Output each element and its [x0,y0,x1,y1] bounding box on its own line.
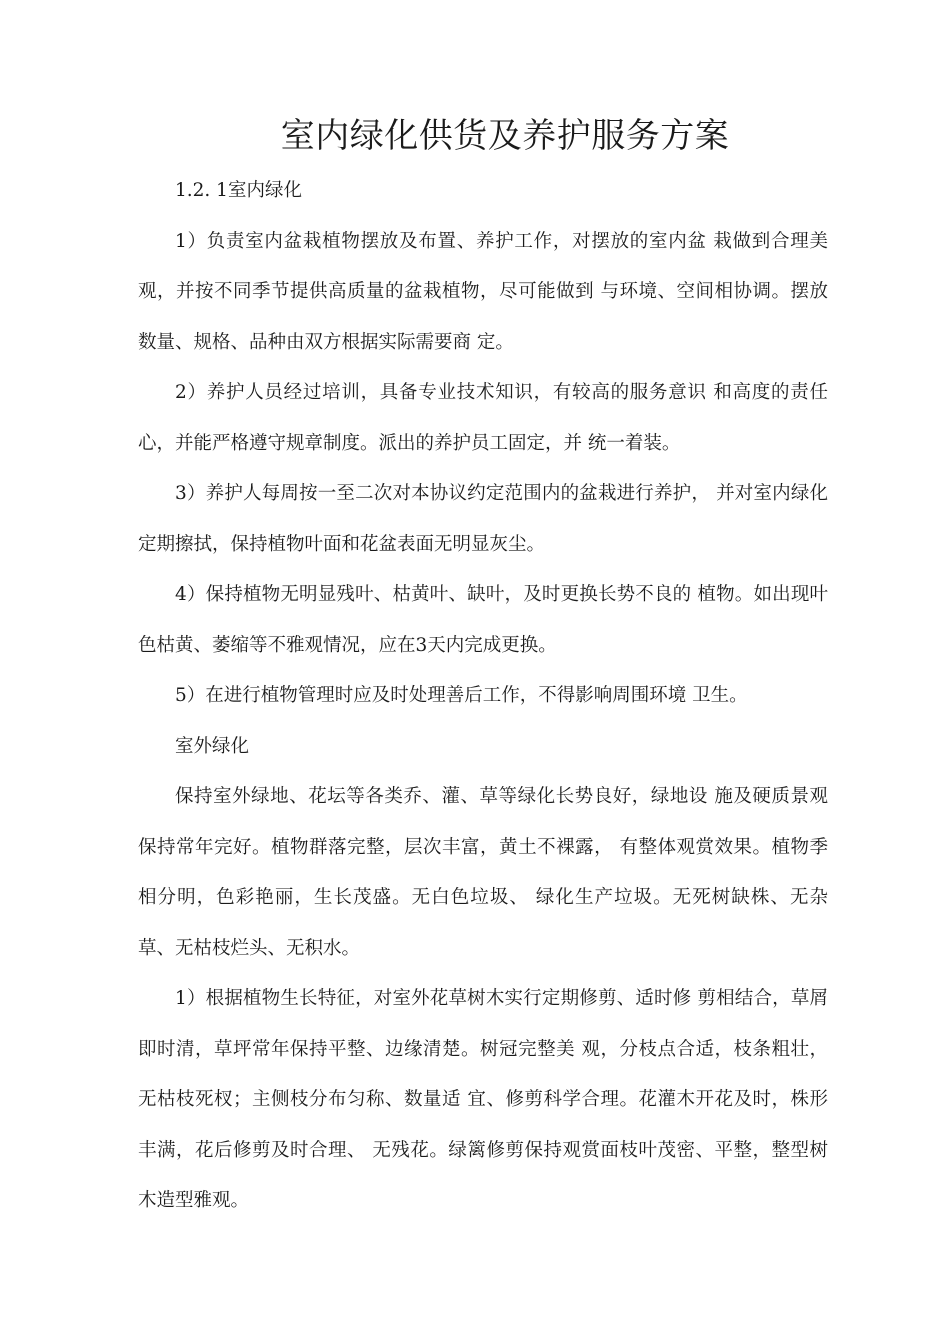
paragraph-indoor-2: 2）养护人员经过培训，具备专业技术知识，有较高的服务意识 和高度的责任心，并能严格遵守规章制度。派出的养护员工固定，并 统一着装。 [138,382,828,454]
document-body [138,166,828,1227]
paragraph-outdoor-1: 1）根据植物生长特征，对室外花草树木实行定期修剪、适时修 剪相结合，草屑即时清，草坪常年保持平整、边缘清楚。树冠完整美 观，分枝点合适，枝条粗壮，无枯枝死杈；主侧枝分布匀称、数量适 宜、修剪科学合理。花灌木开花及时，株形丰满，花后修剪及时合理、 无残花。绿篱修剪保持观赏面枝叶茂密、平整，整型树木造型雅观。 [138,988,828,1211]
paragraph-indoor-4: 4）保持植物无明显残叶、枯黄叶、缺叶，及时更换长势不良的 植物。如出现叶色枯黄、萎缩等不雅观情况，应在3天内完成更换。 [138,584,828,656]
paragraph-outdoor-intro: 保持室外绿地、花坛等各类乔、灌、草等绿化长势良好，绿地设 施及硬质景观保持常年完好。植物群落完整，层次丰富，黄土不裸露， 有整体观赏效果。植物季相分明，色彩艳丽，生长茂盛。无白色垃圾、 绿化生产垃圾。无死树缺株、无杂草、无枯枝烂头、无积水。 [138,786,828,959]
paragraph-indoor-3: 3）养护人每周按一至二次对本协议约定范围内的盆栽进行养护， 并对室内绿化定期擦拭，保持植物叶面和花盆表面无明显灰尘。 [138,483,828,555]
paragraph-indoor-5: 5）在进行植物管理时应及时处理善后工作，不得影响周围环境 卫生。 [175,685,748,706]
paragraph-indoor-1: 1）负责室内盆栽植物摆放及布置、养护工作，对摆放的室内盆 栽做到合理美观，并按不同季节提供高质量的盆栽植物，尽可能做到 与环境、空间相协调。摆放数量、规格、品种由双方根据实际需要商 定。 [138,230,828,353]
section-heading-indoor: 1.2. 1室内绿化 [175,180,302,201]
document-title: 室内绿化供货及养护服务方案 [280,116,730,156]
section-heading-outdoor: 室外绿化 [175,735,250,757]
